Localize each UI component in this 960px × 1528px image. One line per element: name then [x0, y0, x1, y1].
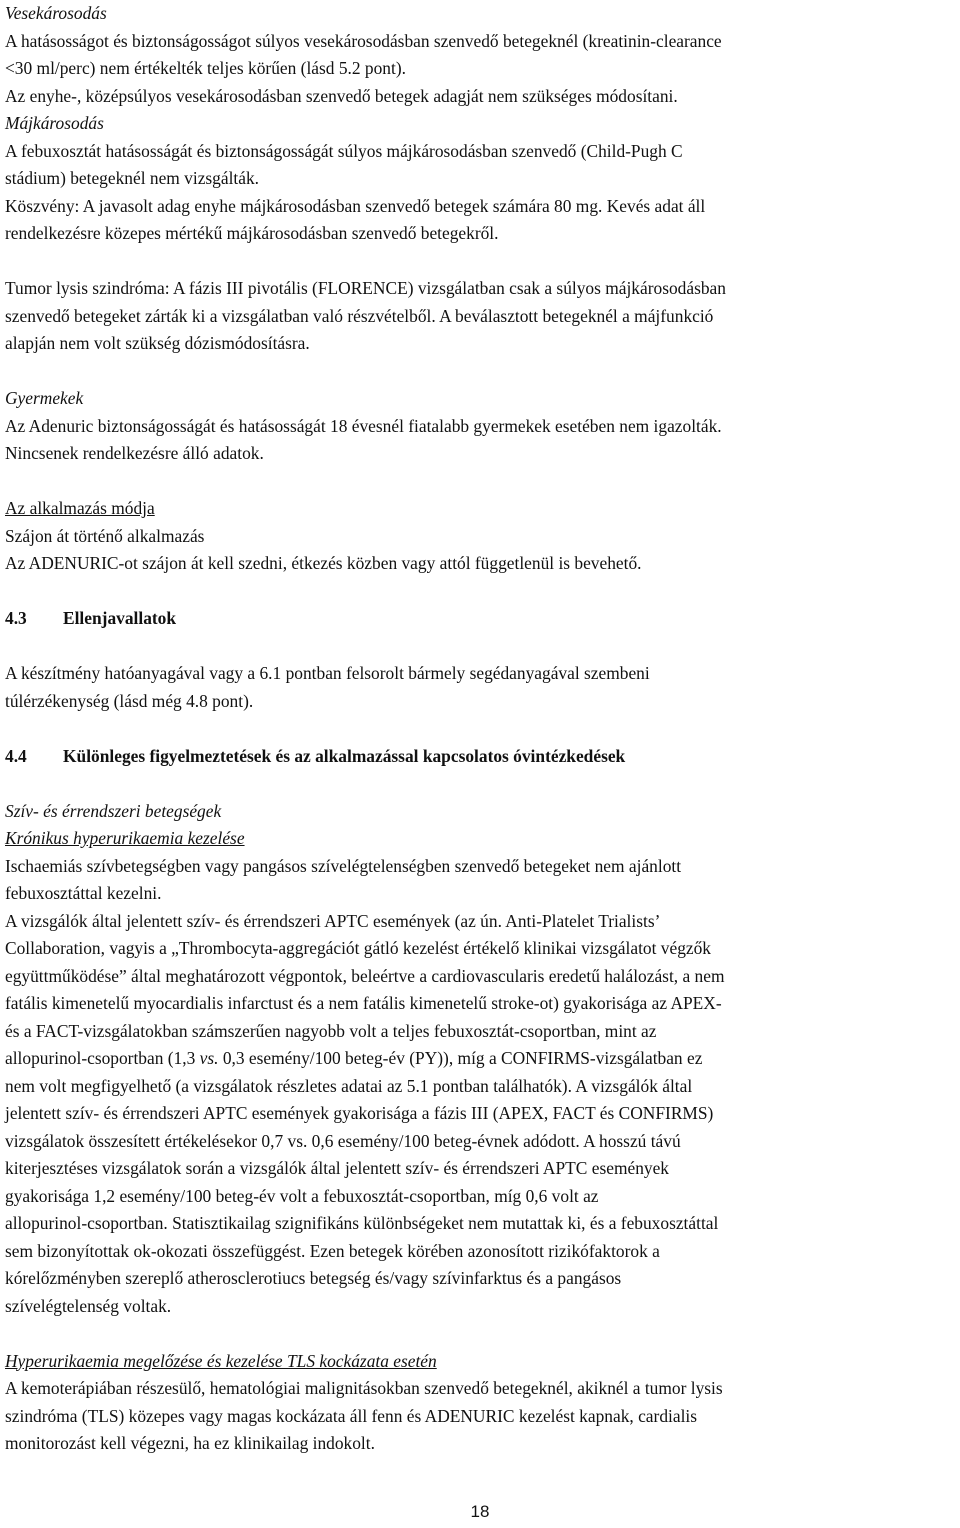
section-contraindications — [5, 660, 956, 715]
text-line: Az ADENURIC-ot szájon át kell szedni, étkezés közben vagy attól függetlenül is bevehető. — [5, 553, 642, 573]
heading-4-3 — [5, 605, 956, 633]
text-line: alapján nem volt szükség dózismódosításra. — [5, 333, 310, 353]
spacer — [5, 633, 956, 661]
text-line: allopurinol-csoportban. Statisztikailag szignifikáns különbségeket nem mutattak ki, és a febuxosztáttal — [5, 1213, 719, 1233]
text-line: A készítmény hatóanyagával vagy a 6.1 pontban felsorolt bármely segédanyagával szembeni — [5, 663, 650, 683]
section-subtitle-chronic-hyperuricaemia: Krónikus hyperurikaemia kezelése — [5, 828, 245, 848]
text-line: <30 ml/perc) nem értékelték teljes körűen (lásd 5.2 pont). — [5, 58, 406, 78]
heading-number: 4.4 — [5, 745, 27, 766]
section-hepatic — [5, 110, 956, 248]
text-line: kórelőzményben szereplő atherosclerotiucs betegség és/vagy szívinfarktus és a pangásos — [5, 1268, 622, 1288]
text-line: szindróma (TLS) közepes vagy magas kockázata áll fenn és ADENURIC kezelést kapnak, cardialis — [5, 1405, 697, 1426]
section-pediatric — [5, 385, 956, 468]
spacer — [5, 1320, 956, 1348]
text-line: szívelégtelenség voltak. — [5, 1295, 172, 1316]
text-line: A kemoterápiában részesülő, hematológiai malignitásokban szenvedő betegeknél, akiknél a tumor lysis — [5, 1378, 723, 1398]
text-segment: 0,3 esemény/100 beteg-év (PY)), míg a CONFIRMS-vizsgálatban ez — [218, 1048, 703, 1068]
spacer — [5, 715, 956, 743]
section-renal — [5, 0, 956, 110]
heading-text: Különleges figyelmeztetések és az alkalmazással kapcsolatos óvintézkedések — [63, 745, 626, 766]
text-line: együttműködése” által meghatározott végpontok, beleértve a cardiovascularis eredetű halálozást, a nem — [5, 965, 725, 986]
section-title-pediatric: Gyermekek — [5, 388, 84, 408]
spacer — [5, 248, 956, 276]
text-line: stádium) betegeknél nem vizsgálták. — [5, 168, 260, 188]
text-line: A hatásosságot és biztonságosságot súlyos vesekárosodásban szenvedő betegeknél (kreatinin-clearance — [5, 30, 722, 51]
text-line: sem bizonyítottak ok-okozati összefüggést. Ezen betegek körében azonosított rizikófaktorok a — [5, 1240, 660, 1261]
text-line: Nincsenek rendelkezésre álló adatok. — [5, 443, 264, 463]
text-line: Szájon át történő alkalmazás — [5, 525, 205, 546]
text-line: jelentett szív- és érrendszeri APTC események gyakorisága a fázis III (APEX, FACT és CONFIRMS) — [5, 1103, 714, 1123]
text-line: kiterjesztéses vizsgálatok során a vizsgálók által jelentett szív- és érrendszeri APTC események — [5, 1158, 669, 1178]
section-tls — [5, 275, 956, 358]
spacer — [5, 578, 956, 606]
spacer — [5, 358, 956, 386]
heading-4-4 — [5, 743, 956, 771]
text-line: Tumor lysis szindróma: A fázis III pivotális (FLORENCE) vizsgálatban csak a súlyos májkárosodásban — [5, 278, 726, 298]
section-title-administration: Az alkalmazás módja — [5, 498, 155, 518]
text-line: Ischaemiás szívbetegségben vagy pangásos szívelégtelenségben szenvedő betegeket nem ajánlott — [5, 855, 682, 876]
text-line — [5, 1045, 956, 1073]
text-line: A vizsgálók által jelentett szív- és érrendszeri APTC események (az ún. Anti-Platelet Trialists’ — [5, 910, 661, 931]
text-line: A febuxosztát hatásosságát és biztonságosságát súlyos májkárosodásban szenvedő (Child-Pugh C — [5, 140, 683, 161]
section-title-tls-prevention: Hyperurikaemia megelőzése és kezelése TLS kockázata esetén — [5, 1350, 437, 1371]
text-segment-italic: vs. — [199, 1048, 219, 1068]
section-administration — [5, 495, 956, 578]
text-line: Az enyhe-, középsúlyos vesekárosodásban szenvedő betegek adagját nem szükséges módosítani. — [5, 85, 678, 106]
spacer — [5, 468, 956, 496]
section-cardiovascular — [5, 798, 956, 1321]
spacer — [5, 770, 956, 798]
text-line: Köszvény: A javasolt adag enyhe májkárosodásban szenvedő betegek számára 80 mg. Kevés adat áll — [5, 195, 706, 216]
text-line: febuxosztáttal kezelni. — [5, 883, 162, 903]
text-line: Az Adenuric biztonságosságát és hatásosságát 18 évesnél fiatalabb gyermekek esetében nem igazolták. — [5, 415, 722, 436]
text-line: nem volt megfigyelhető (a vizsgálatok részletes adatai az 5.1 pontban találhatók). A vizsgálók által — [5, 1075, 693, 1096]
text-line: monitorozást kell végezni, ha ez klinikailag indokolt. — [5, 1433, 375, 1453]
text-line: gyakorisága 1,2 esemény/100 beteg-év volt a febuxosztát-csoportban, míg 0,6 volt az — [5, 1185, 599, 1206]
section-title-cardiovascular: Szív- és érrendszeri betegségek — [5, 800, 222, 821]
text-line: Collaboration, vagyis a „Thrombocyta-aggregációt gátló kezelést értékelő klinikai vizsgálatot végzők — [5, 938, 712, 958]
text-segment: allopurinol-csoportban (1,3 — [5, 1048, 200, 1068]
section-title-renal: Vesekárosodás — [5, 3, 107, 23]
text-line: és a FACT-vizsgálatokban számszerűen nagyobb volt a teljes febuxosztát-csoportban, mint az — [5, 1020, 657, 1041]
text-line: túlérzékenység (lásd még 4.8 pont). — [5, 690, 254, 711]
heading-text: Ellenjavallatok — [63, 608, 177, 628]
text-line: rendelkezésre közepes mértékű májkárosodásban szenvedő betegekről. — [5, 223, 499, 243]
text-line: fatális kimenetelű myocardialis infarctust és a nem fatális kimenetelű stroke-ot) gyakorisága az APEX- — [5, 993, 722, 1013]
heading-number: 4.3 — [5, 608, 27, 628]
section-title-hepatic: Májkárosodás — [5, 113, 104, 133]
page-number: 18 — [470, 1502, 490, 1521]
text-line: szenvedő betegeket zárták ki a vizsgálatban való részvételből. A beválasztott betegeknél a májfunkció — [5, 305, 714, 326]
text-line: vizsgálatok összesített értékelésekor 0,7 vs. 0,6 esemény/100 beteg-évnek adódott. A hosszú távú — [5, 1130, 681, 1151]
section-tls-prevention — [5, 1348, 956, 1458]
